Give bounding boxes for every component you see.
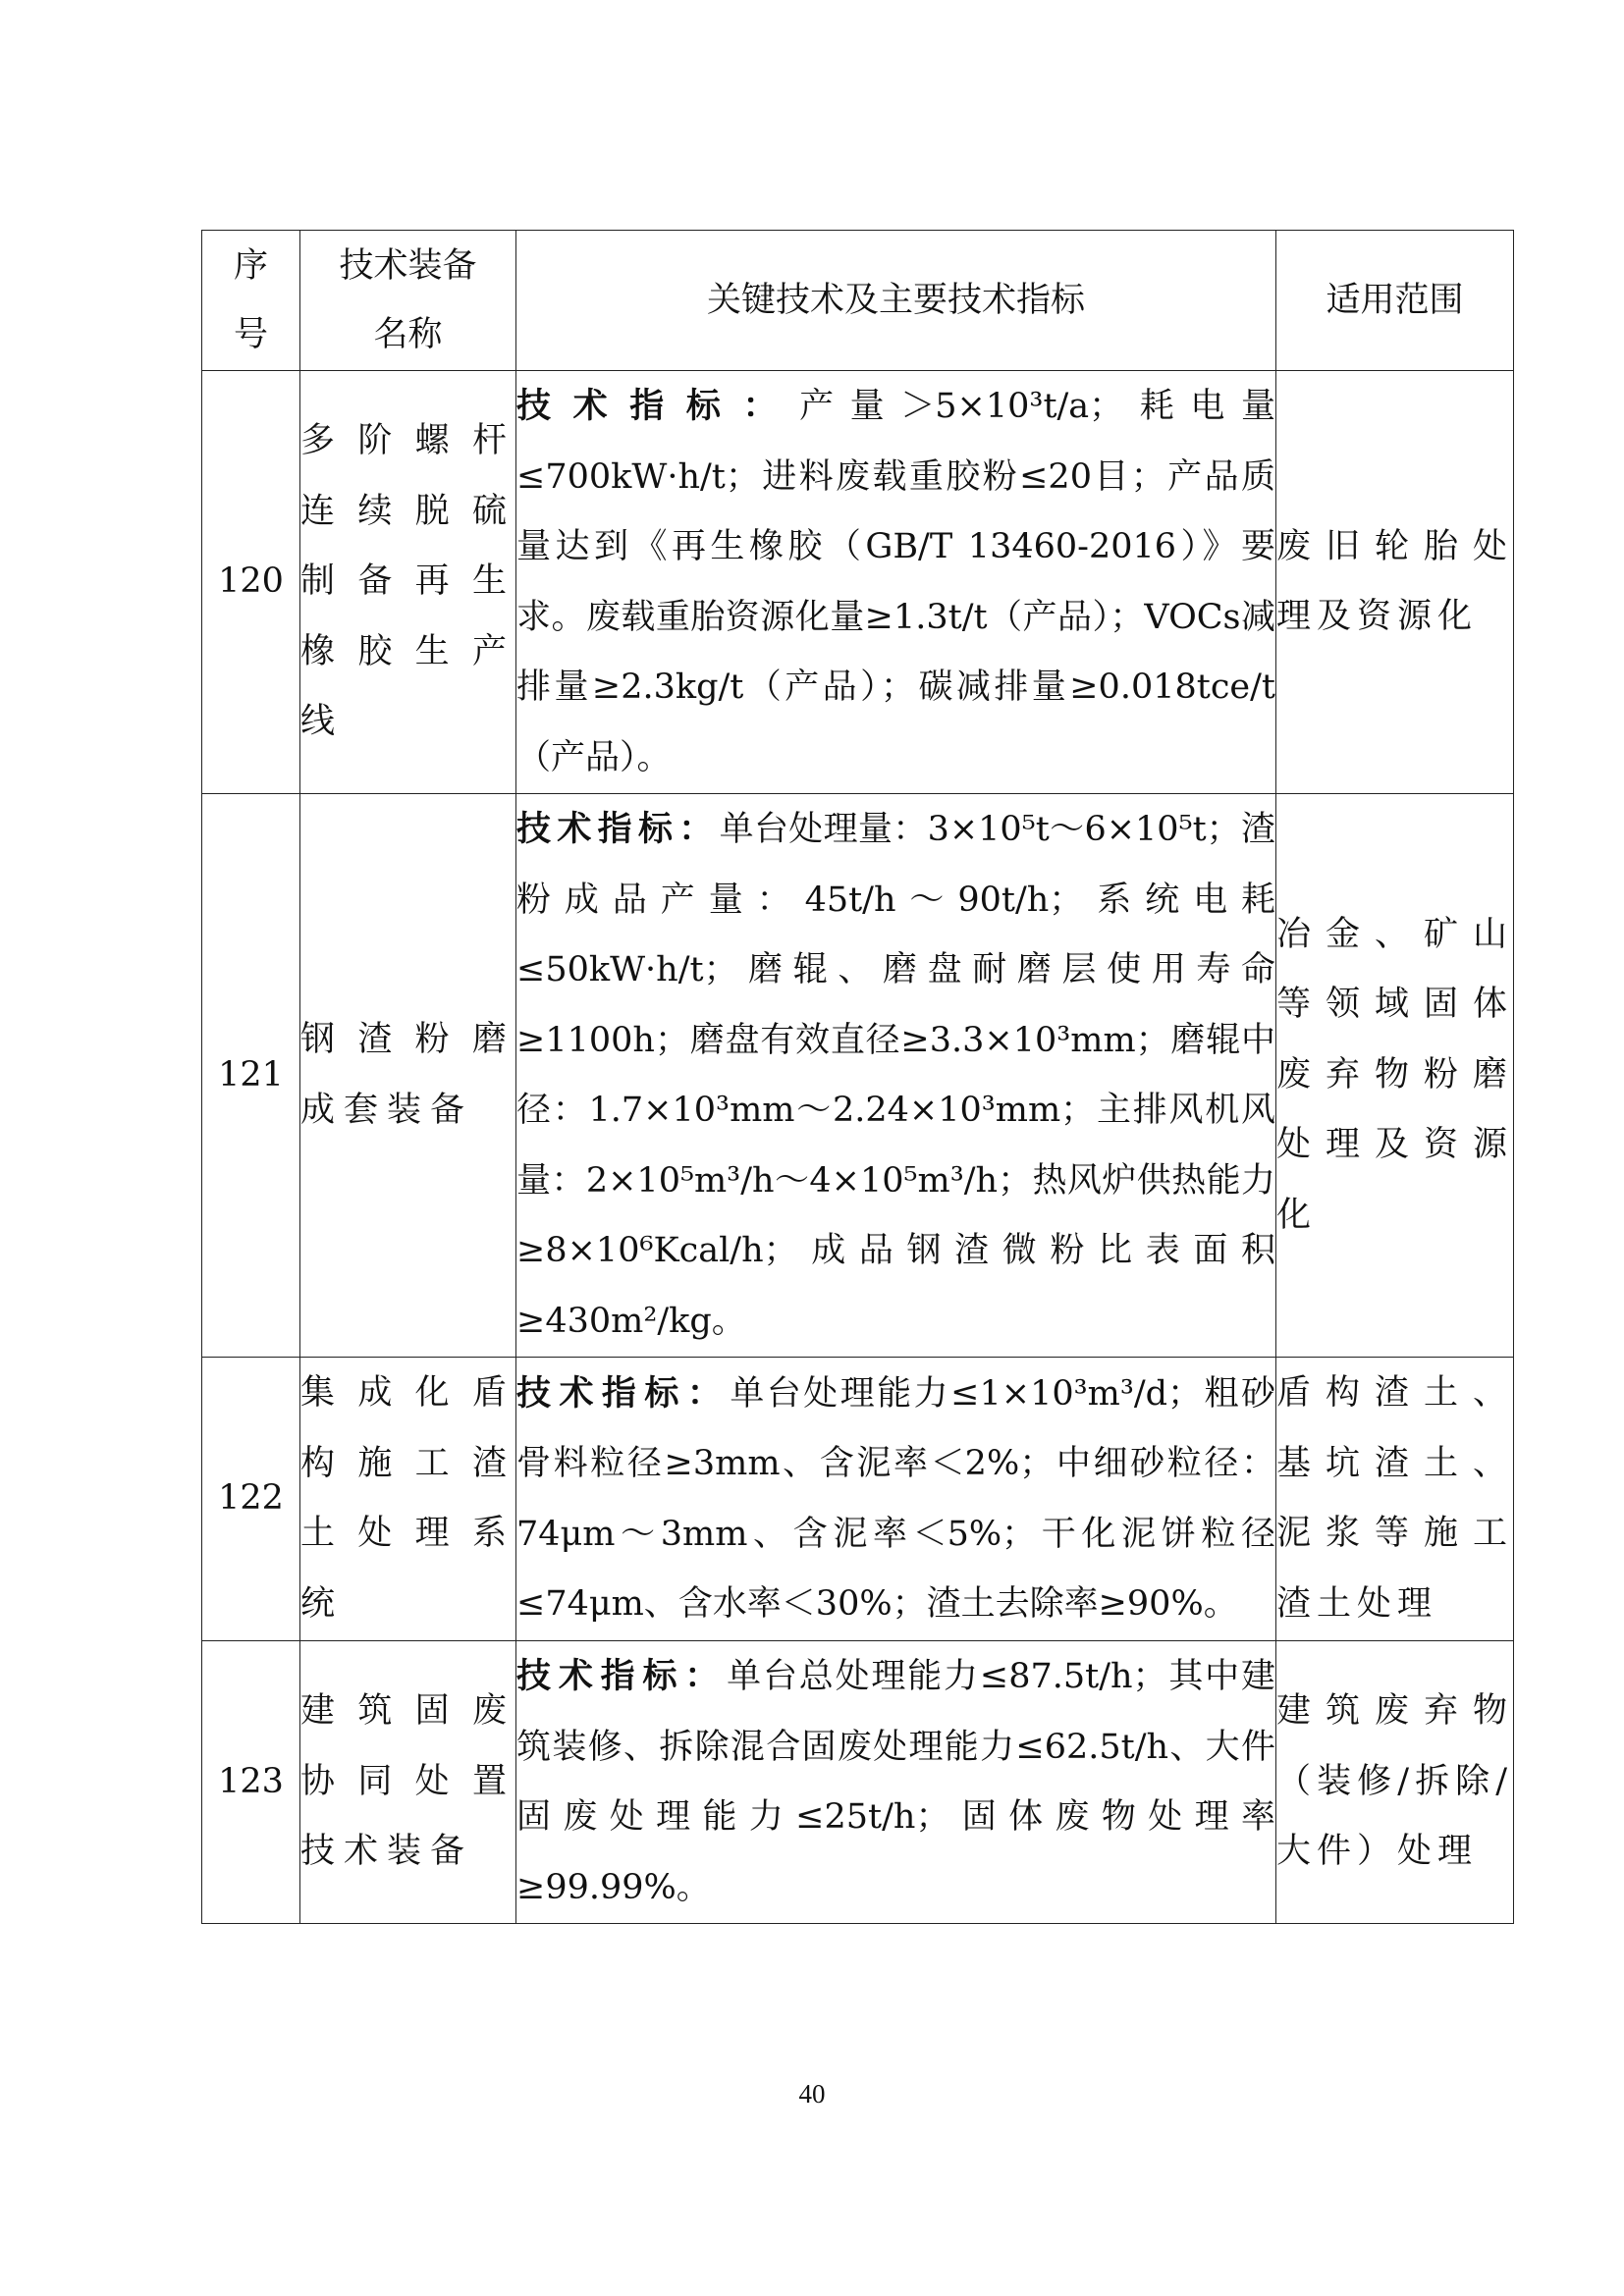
technical-specs — [516, 794, 1276, 1358]
technical-specs — [516, 371, 1276, 794]
row-number: 123 — [202, 1641, 300, 1924]
table-row — [202, 371, 1514, 794]
spec-text: 单台处理量：3×10⁵t～6×10⁵t；渣粉成品产量：45t/h～90t/h；系统电耗≤50kW·h/t；磨辊、磨盘耐磨层使用寿命≥1100h；磨盘有效直径≥3.3×10³mm；磨辊中径：1.7×10³mm～2.24×10³mm；主排风机风量：2×10⁵m³/h～4×10⁵m³/h；热风炉供热能力≥8×10⁶Kcal/h；成品钢渣微粉比表面积≥430m²/kg。 — [516, 810, 1275, 1341]
spec-label: 技术指标： — [516, 809, 720, 849]
page-number: 40 — [798, 2079, 826, 2109]
spec-text: 产量＞5×10³t/a；耗电量≤700kW·h/t；进料废载重胶粉≤20目；产品质量达到《再生橡胶（GB/T 13460-2016）》要求。废载重胎资源化量≥1.3t/t（产品）；VOCs减排量≥2.3kg/t（产品）；碳减排量≥0.018tce/t（产品）。 — [516, 387, 1275, 777]
header-scope: 适用范围 — [1276, 231, 1514, 371]
table-header-row — [202, 231, 1514, 371]
spec-label: 技术指标： — [516, 386, 800, 426]
table-row — [202, 1358, 1514, 1641]
header-equipment-name: 技术装备名称 — [300, 231, 516, 371]
technical-specs — [516, 1641, 1276, 1924]
spec-text: 单台处理能力≤1×10³m³/d；粗砂骨料粒径≥3mm、含泥率＜2%；中细砂粒径：74μm～3mm、含泥率＜5%；干化泥饼粒径≤74μm、含水率＜30%；渣土去除率≥90%。 — [516, 1373, 1275, 1624]
table-row — [202, 794, 1514, 1358]
application-scope: 建筑废弃物（装修/拆除/大件）处理 — [1276, 1641, 1514, 1924]
application-scope: 盾构渣土、基坑渣土、泥浆等施工渣土处理 — [1276, 1358, 1514, 1641]
row-number: 121 — [202, 794, 300, 1358]
application-scope: 废旧轮胎处理及资源化 — [1276, 371, 1514, 794]
header-serial-number: 序号 — [202, 231, 300, 371]
header-key-technology: 关键技术及主要技术指标 — [516, 231, 1276, 371]
table-row — [202, 1641, 1514, 1924]
technology-equipment-table — [201, 230, 1514, 1924]
spec-text: 单台总处理能力≤87.5t/h；其中建筑装修、拆除混合固废处理能力≤62.5t/h、大件固废处理能力≤25t/h；固体废物处理率≥99.99%。 — [516, 1657, 1275, 1907]
row-number: 122 — [202, 1358, 300, 1641]
technical-specs — [516, 1358, 1276, 1641]
row-number: 120 — [202, 371, 300, 794]
application-scope: 冶金、矿山等领域固体废弃物粉磨处理及资源化 — [1276, 794, 1514, 1358]
spec-label: 技术指标： — [516, 1656, 728, 1696]
spec-label: 技术指标： — [516, 1372, 731, 1414]
equipment-name: 多阶螺杆连续脱硫制备再生橡胶生产线 — [300, 371, 516, 794]
equipment-name: 集成化盾构施工渣土处理系统 — [300, 1358, 516, 1641]
equipment-name: 钢渣粉磨成套装备 — [300, 794, 516, 1358]
equipment-name: 建筑固废协同处置技术装备 — [300, 1641, 516, 1924]
